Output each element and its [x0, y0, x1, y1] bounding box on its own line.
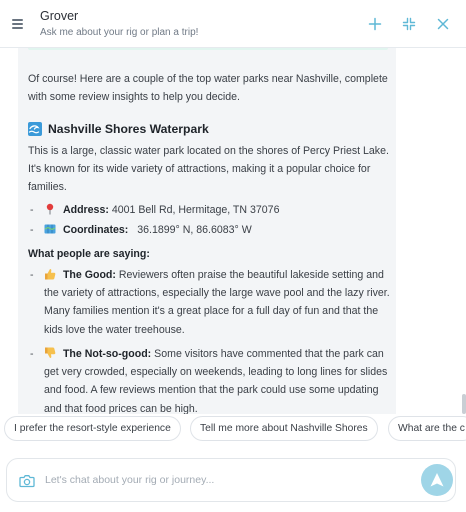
chat-scroll-area[interactable] [0, 48, 466, 414]
reviews-heading: What people are saying: [28, 248, 150, 261]
review-bad-item [28, 345, 390, 414]
address-item [28, 201, 390, 219]
new-chat-button[interactable] [365, 14, 385, 34]
assistant-message [28, 70, 390, 414]
map-icon [44, 223, 56, 235]
address-label: Address: [62, 203, 109, 216]
park-heading [28, 119, 390, 140]
review-good-item [28, 266, 390, 339]
collapse-button[interactable] [399, 14, 419, 34]
app-header [0, 0, 466, 48]
chat-input[interactable] [45, 469, 385, 491]
suggestion-chips [0, 414, 466, 444]
previous-message-edge [28, 48, 388, 50]
review-bad-text: Some visitors have commented that the park can get very crowded, especially on weekends, leading to long lines for slides and food. A few reviews mention that the park could use some updating and that food prices can be high. [44, 347, 388, 414]
coordinates-label: Coordinates: [62, 223, 129, 236]
pin-icon [44, 203, 56, 215]
send-button[interactable] [421, 464, 453, 496]
park-details-list [28, 201, 390, 240]
park-name: Nashville Shores Waterpark [48, 121, 209, 136]
app-title: Grover [40, 9, 79, 23]
suggestion-chip[interactable]: Tell me more about Nashville Shores [190, 416, 378, 441]
camera-icon[interactable] [19, 473, 35, 489]
chat-input-bar [6, 458, 456, 502]
send-arrow-icon [428, 471, 446, 489]
suggestion-chip[interactable]: What are the c [388, 416, 466, 441]
app-subtitle: Ask me about your rig or plan a trip! [40, 27, 199, 38]
review-good-label: The Good: [62, 268, 116, 281]
chat-scrollbar-thumb[interactable] [462, 394, 466, 414]
message-intro: Of course! Here are a couple of the top water parks near Nashville, complete with some review insights to help you decide. [28, 73, 388, 104]
menu-icon[interactable] [10, 16, 26, 30]
thumbs-down-icon [44, 347, 56, 359]
plus-icon [368, 17, 382, 31]
coordinates-value: 36.1899° N, 86.6083° W [137, 223, 252, 236]
coordinates-item [28, 221, 390, 239]
close-button[interactable] [433, 14, 453, 34]
close-icon [436, 17, 450, 31]
suggestion-chip[interactable]: I prefer the resort-style experience [4, 416, 181, 441]
thumbs-up-icon [44, 268, 56, 280]
review-good-text: Reviewers often praise the beautiful lakeside setting and the variety of attractions, especially the large wave pool and the lazy river. Many families mention it's a great place for a full day of fun and that the kids love the water treehouse. [44, 268, 390, 336]
wave-icon [28, 122, 42, 136]
review-bad-label: The Not-so-good: [62, 347, 152, 360]
reviews-list [28, 266, 390, 414]
park-description: This is a large, classic water park located on the shores of Percy Priest Lake. It's known for its wide variety of attractions, making it a popular choice for families. [28, 144, 389, 194]
collapse-icon [402, 17, 416, 31]
address-value: 4001 Bell Rd, Hermitage, TN 37076 [111, 203, 280, 216]
